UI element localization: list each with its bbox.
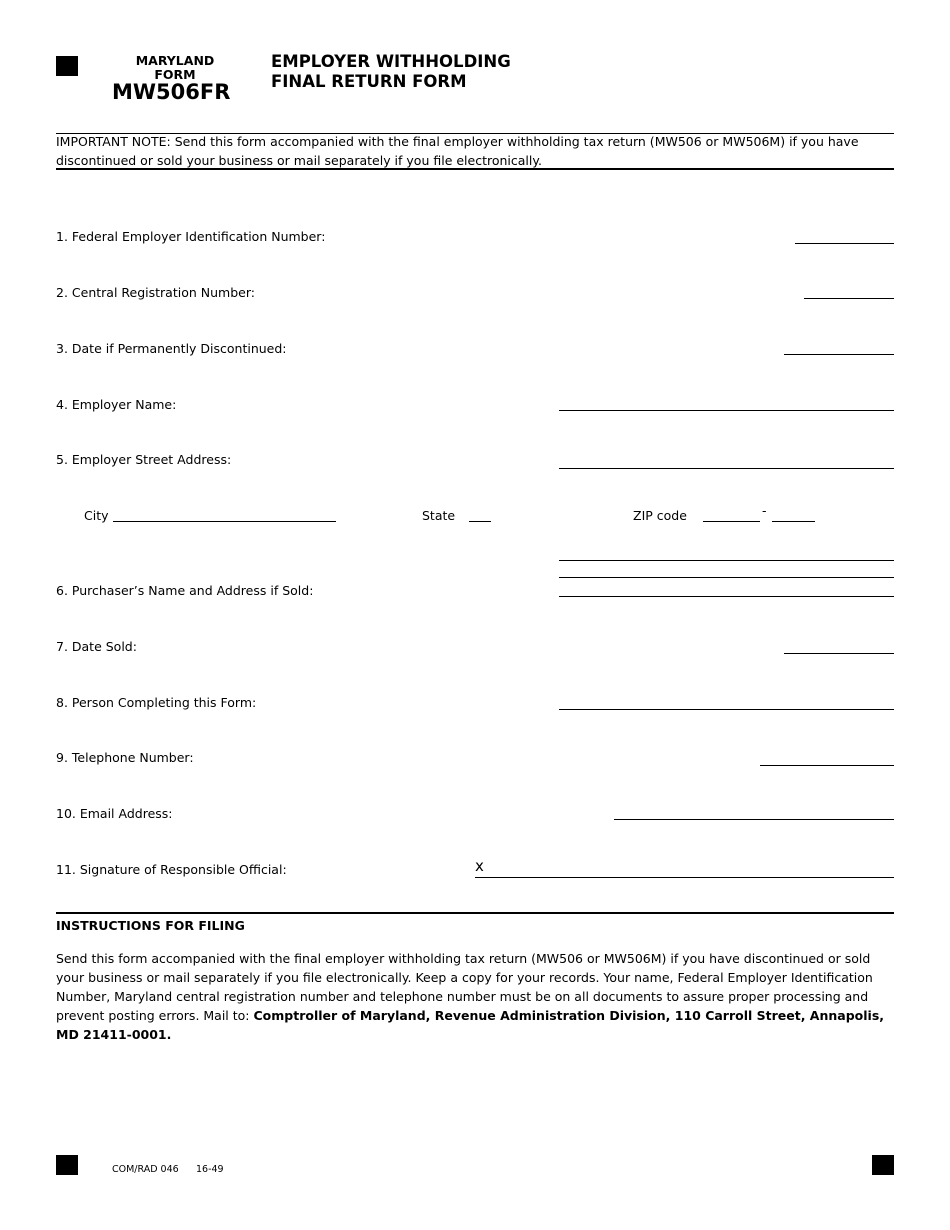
date-discontinued-input-line[interactable] <box>784 354 894 355</box>
registration-mark-bottom-right <box>872 1155 894 1175</box>
state-input-line[interactable] <box>469 521 491 522</box>
city-label: City <box>84 508 109 523</box>
revision-number: 16-49 <box>196 1164 224 1175</box>
signature-input-line[interactable] <box>475 877 894 878</box>
form-title-line2: FINAL RETURN FORM <box>271 72 467 91</box>
registration-mark-top-left <box>56 56 78 76</box>
form-number: MW506FR <box>112 80 231 104</box>
note-bottom-rule <box>56 168 894 170</box>
fein-input-line[interactable] <box>795 243 894 244</box>
person-completing-label: 8. Person Completing this Form: <box>56 695 257 710</box>
zip-dash: - <box>762 503 767 518</box>
date-sold-label: 7. Date Sold: <box>56 639 137 654</box>
signature-mark: x <box>475 857 484 875</box>
zip-label: ZIP code <box>633 508 687 523</box>
zip-extension-input-line[interactable] <box>772 521 815 522</box>
employer-name-input-line[interactable] <box>559 410 894 411</box>
form-code: COM/RAD 046 <box>112 1164 179 1175</box>
state-field-label: State <box>422 508 456 523</box>
fein-label: 1. Federal Employer Identification Number: <box>56 229 326 244</box>
email-input-line[interactable] <box>614 819 894 820</box>
person-completing-input-line[interactable] <box>559 709 894 710</box>
registration-mark-bottom-left <box>56 1155 78 1175</box>
state-label: MARYLAND <box>135 53 215 68</box>
city-input-line[interactable] <box>113 521 336 522</box>
zip-input-line[interactable] <box>703 521 760 522</box>
instructions-heading: INSTRUCTIONS FOR FILING <box>56 918 245 933</box>
instructions-text: Send this form accompanied with the final employer withholding tax return (MW506 or MW506M) if you have discontinued or sold your business or mail separately if you file electronically. Keep a copy for your records. Your name, Federal Employer Identification Number, Maryland central registration number and telephone number must be on all documents to assure proper processing and prevent posting errors. Mail to: <box>56 951 873 1023</box>
date-sold-input-line[interactable] <box>784 653 894 654</box>
purchaser-label: 6. Purchaser’s Name and Address if Sold: <box>56 583 314 598</box>
instructions-body <box>56 949 896 1044</box>
form-word: FORM <box>154 67 196 82</box>
mailing-address: Comptroller of Maryland, Revenue Administration Division, 110 Carroll Street, Annapolis, MD 21411-0001. <box>56 1008 885 1042</box>
instructions-rule <box>56 912 894 914</box>
central-registration-label: 2. Central Registration Number: <box>56 285 255 300</box>
signature-label: 11. Signature of Responsible Official: <box>56 862 287 877</box>
form-title-line1: EMPLOYER WITHHOLDING <box>271 52 511 71</box>
street-address-label: 5. Employer Street Address: <box>56 452 232 467</box>
central-registration-input-line[interactable] <box>804 298 894 299</box>
purchaser-input-line-3[interactable] <box>559 596 894 597</box>
date-discontinued-label: 3. Date if Permanently Discontinued: <box>56 341 287 356</box>
email-label: 10. Email Address: <box>56 806 173 821</box>
important-note: IMPORTANT NOTE: Send this form accompanied with the final employer withholding tax return (MW506 or MW506M) if you have discontinued or sold your business or mail separately if you file electronically. <box>56 134 859 168</box>
street-address-input-line[interactable] <box>559 468 894 469</box>
telephone-label: 9. Telephone Number: <box>56 750 194 765</box>
purchaser-input-line-2[interactable] <box>559 577 894 578</box>
purchaser-input-line-1[interactable] <box>559 560 894 561</box>
employer-name-label: 4. Employer Name: <box>56 397 177 412</box>
telephone-input-line[interactable] <box>760 765 894 766</box>
